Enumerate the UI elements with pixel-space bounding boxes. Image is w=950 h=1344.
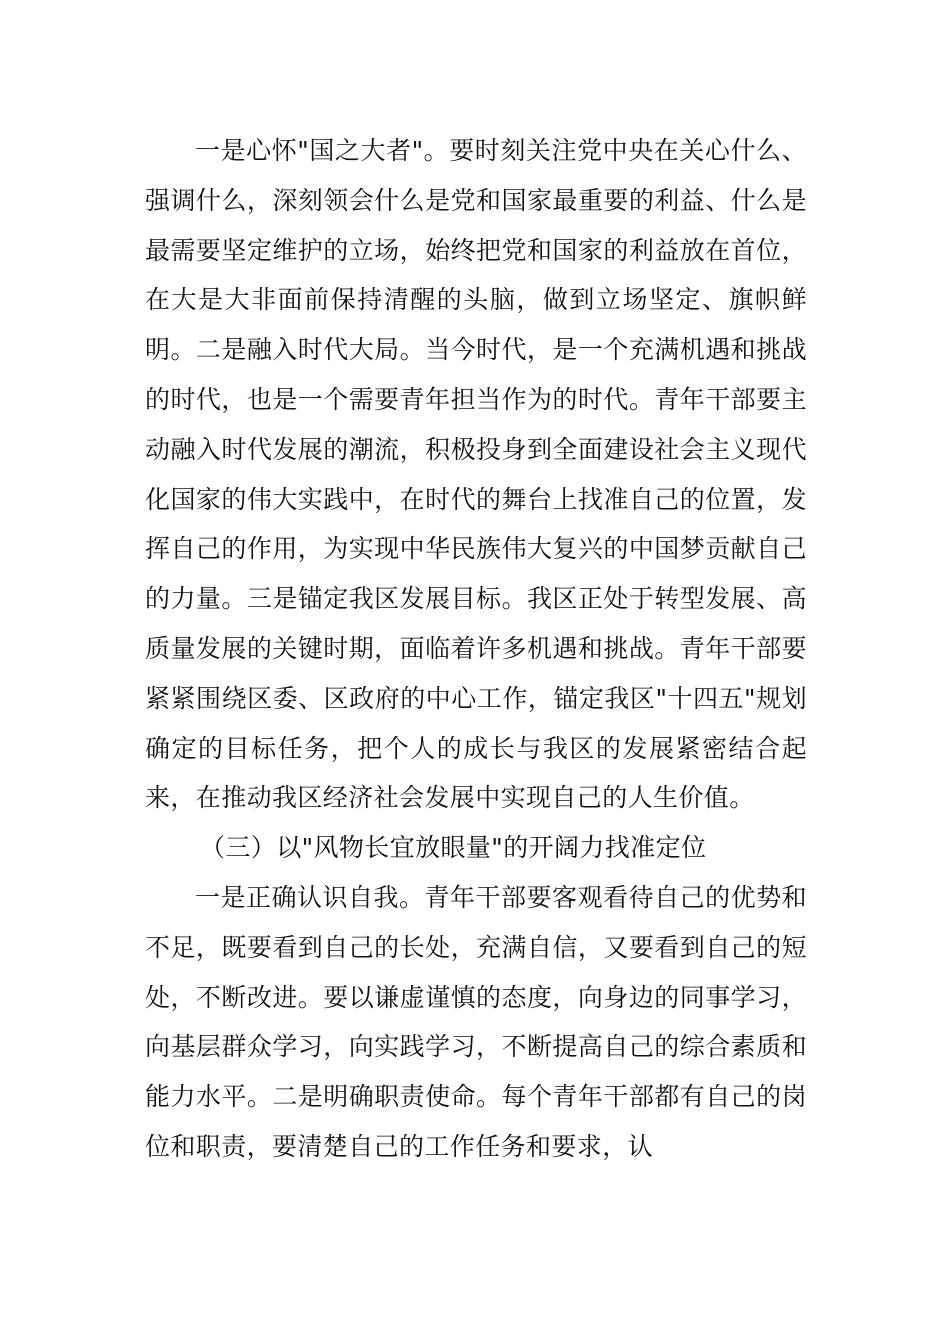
document-body	[145, 126, 807, 1172]
paragraph-2: 一是正确认识自我。青年干部要客观看待自己的优势和不足，既要看到自己的长处，充满自信，又要看到自己的短处，不断改进。要以谦虚谨慎的态度，向身边的同事学习，向基层群众学习，向实践学习，不断提高自己的综合素质和能力水平。二是明确职责使命。每个青年干部都有自己的岗位和职责，要清楚自己的工作任务和要求，认	[145, 882, 807, 1161]
section-heading: （三）以"风物长宜放眼量"的开阔力找准定位	[200, 833, 707, 863]
paragraph-1: 一是心怀"国之大者"。要时刻关注党中央在关心什么、强调什么，深刻领会什么是党和国家最重要的利益、什么是最需要坚定维护的立场，始终把党和国家的利益放在首位，在大是大非面前保持清醒的头脑，做到立场坚定、旗帜鲜明。二是融入时代大局。当今时代，是一个充满机遇和挑战的时代，也是一个需要青年担当作为的时代。青年干部要主动融入时代发展的潮流，积极投身到全面建设社会主义现代化国家的伟大实践中，在时代的舞台上找准自己的位置，发挥自己的作用，为实现中华民族伟大复兴的中国梦贡献自己的力量。三是锚定我区发展目标。我区正处于转型发展、高质量发展的关键时期，面临着许多机遇和挑战。青年干部要紧紧围绕区委、区政府的中心工作，锚定我区"十四五"规划确定的目标任务，把个人的成长与我区的发展紧密结合起来，在推动我区经济社会发展中实现自己的人生价值。	[145, 136, 807, 813]
